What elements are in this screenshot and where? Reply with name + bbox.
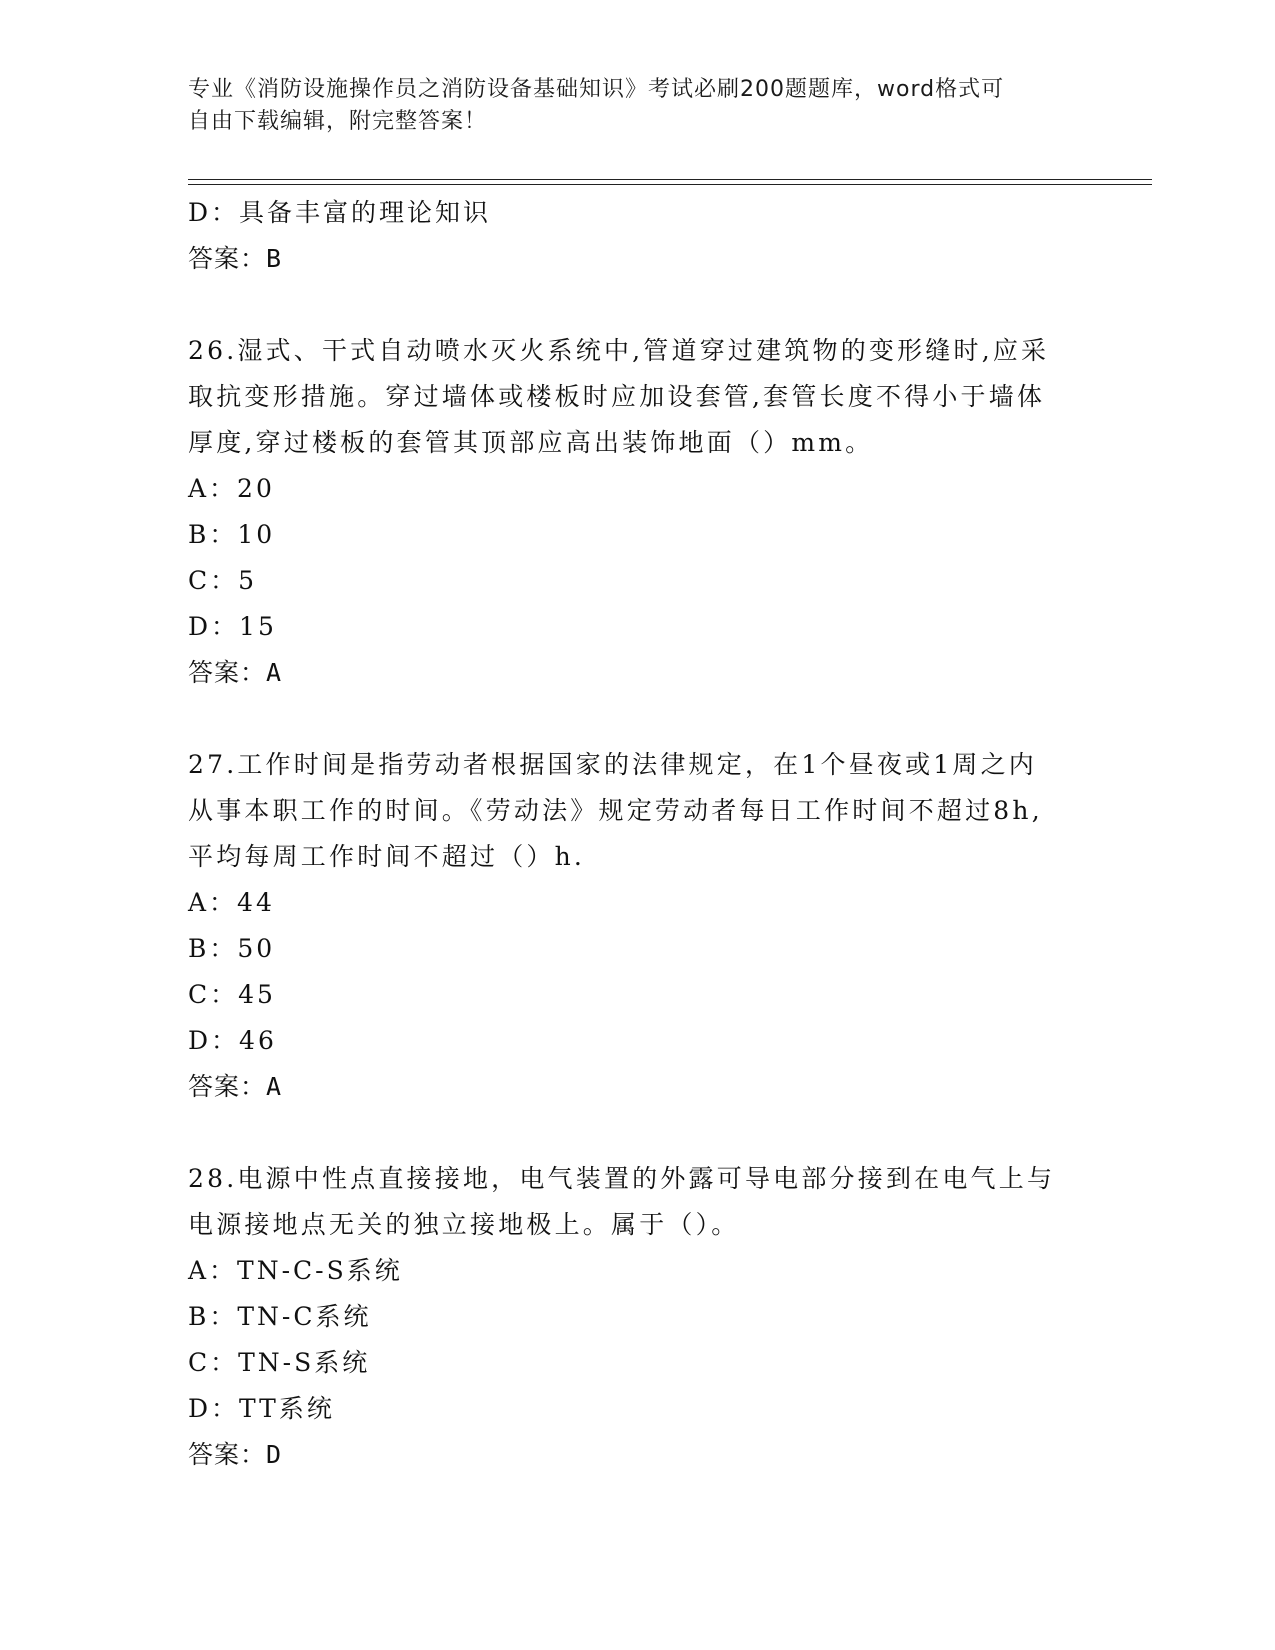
question-26 — [188, 328, 1088, 696]
answer-line — [188, 650, 1088, 696]
stem-line: 26.湿式、干式自动喷水灭火系统中,管道穿过建筑物的变形缝时,应采 — [188, 336, 1050, 365]
header-divider-top — [188, 179, 1152, 180]
option-a: A：44 — [188, 888, 275, 917]
answer-label: 答案： — [188, 658, 267, 687]
question-27 — [188, 742, 1088, 1110]
spacer — [188, 282, 1088, 328]
answer-line — [188, 236, 1088, 282]
answer-value: D — [266, 1440, 283, 1469]
option-d: D：15 — [188, 612, 277, 641]
spacer — [188, 1110, 1088, 1156]
option-c: C：45 — [188, 980, 276, 1009]
spacer — [188, 696, 1088, 742]
stem-line: 28.电源中性点直接接地，电气装置的外露可导电部分接到在电气上与 — [188, 1164, 1056, 1193]
answer-line — [188, 1432, 1088, 1478]
header-line-1: 专业《消防设施操作员之消防设备基础知识》考试必刷200题题库，word格式可 — [188, 77, 1005, 102]
answer-label: 答案： — [188, 1440, 267, 1469]
option-d: D：46 — [188, 1026, 277, 1055]
stem-line: 厚度,穿过楼板的套管其顶部应高出装饰地面（）mm。 — [188, 428, 874, 457]
option-d: D：具备丰富的理论知识 — [188, 198, 492, 227]
stem-line: 电源接地点无关的独立接地极上。属于（）。 — [188, 1210, 740, 1239]
option-c: C：TN-S系统 — [188, 1348, 371, 1377]
question-stem — [188, 1156, 1088, 1248]
stem-line: 平均每周工作时间不超过（）h. — [188, 842, 586, 871]
answer-value: A — [266, 1072, 283, 1101]
question-28 — [188, 1156, 1088, 1478]
answer-label: 答案： — [188, 244, 267, 273]
option-b: B：TN-C系统 — [188, 1302, 372, 1331]
question-stem — [188, 328, 1088, 466]
page-header — [188, 74, 1088, 138]
option-c: C：5 — [188, 566, 258, 595]
answer-label: 答案： — [188, 1072, 267, 1101]
answer-value: B — [266, 244, 283, 273]
answer-value: A — [266, 658, 283, 687]
option-a: A：TN-C-S系统 — [188, 1256, 403, 1285]
header-divider-bottom — [188, 184, 1152, 185]
option-b: B：10 — [188, 520, 276, 549]
document-body — [188, 190, 1088, 1478]
stem-line: 从事本职工作的时间。《劳动法》规定劳动者每日工作时间不超过8h, — [188, 796, 1043, 825]
stem-line: 27.工作时间是指劳动者根据国家的法律规定，在1个昼夜或1周之内 — [188, 750, 1037, 779]
option-b: B：50 — [188, 934, 276, 963]
option-a: A：20 — [188, 474, 275, 503]
previous-question — [188, 190, 1088, 282]
question-stem — [188, 742, 1088, 880]
answer-line — [188, 1064, 1088, 1110]
option-d: D：TT系统 — [188, 1394, 335, 1423]
stem-line: 取抗变形措施。穿过墙体或楼板时应加设套管,套管长度不得小于墙体 — [188, 382, 1046, 411]
header-line-2: 自由下载编辑，附完整答案！ — [188, 109, 488, 134]
